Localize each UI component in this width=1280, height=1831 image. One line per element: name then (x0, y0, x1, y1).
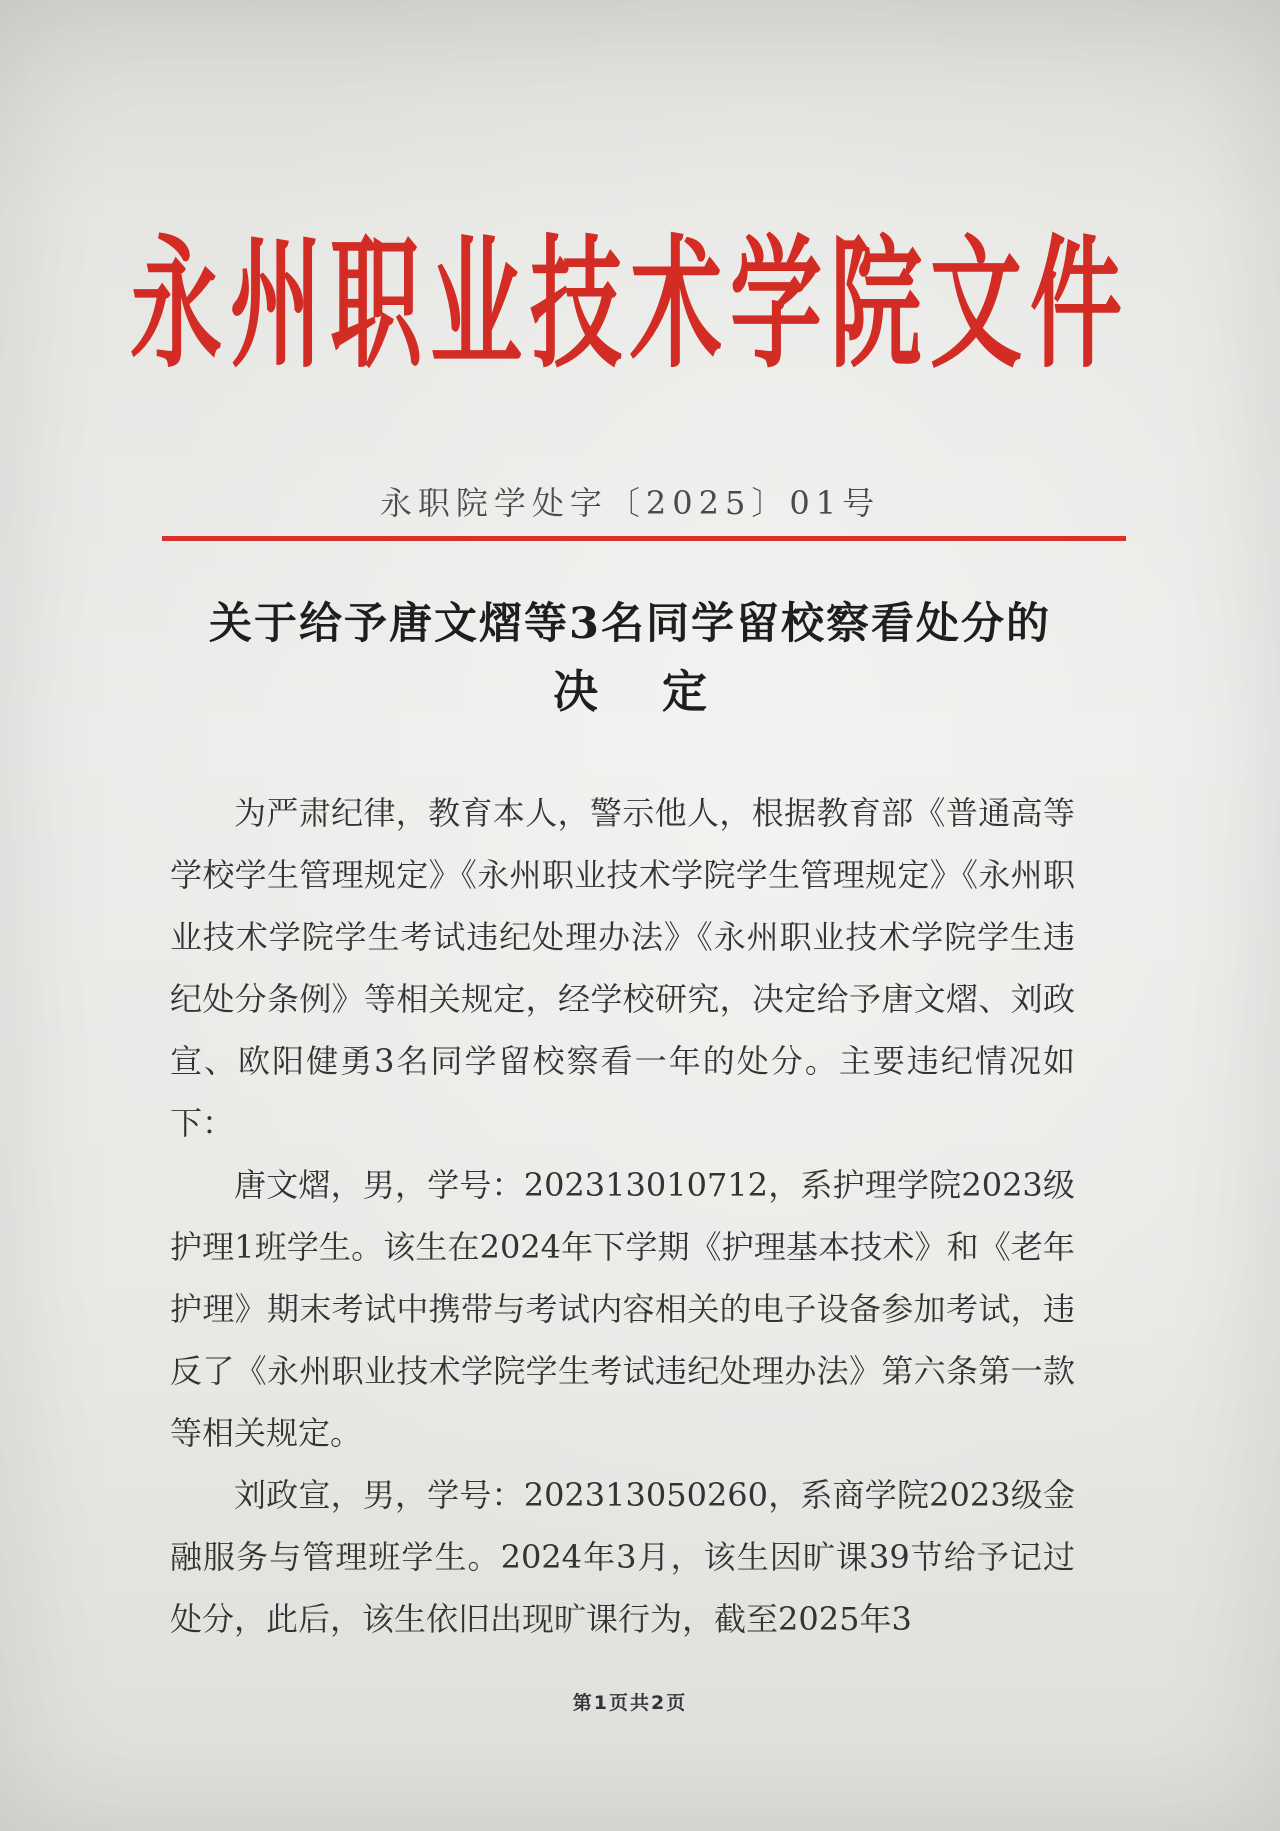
document-title-continued: 决定 (552, 665, 771, 718)
document-body (170, 782, 1075, 1650)
body-paragraph: 为严肃纪律，教育本人，警示他人，根据教育部《普通高等学校学生管理规定》《永州职业技术学院学生管理规定》《永州职业技术学院学生考试违纪处理办法》《永州职业技术学院学生违纪处分条例》等相关规定，经学校研究，决定给予唐文熠、刘政宣、欧阳健勇3名同学留校察看一年的处分。主要违纪情况如下： (170, 794, 1075, 1142)
body-paragraph: 刘政宣，男，学号：202313050260，系商学院2023级金融服务与管理班学生。2024年3月，该生因旷课39节给予记过处分，此后，该生依旧出现旷课行为，截至2025年3 (170, 1476, 1075, 1638)
document-number: 永职院学处字〔2025〕01号 (379, 484, 881, 522)
body-paragraph: 唐文熠，男，学号：202313010712，系护理学院2023级护理1班学生。该生在2024年下学期《护理基本技术》和《老年护理》期末考试中携带与考试内容相关的电子设备参加考试，违反了《永州职业技术学院学生考试违纪处理办法》第六条第一款等相关规定。 (170, 1166, 1075, 1452)
page-footer: 第1页共2页 (572, 1692, 688, 1714)
document-header: 永州职业技术学院文件 (130, 219, 1131, 388)
red-divider (162, 536, 1126, 541)
document-title: 关于给予唐文熠等3名同学留校察看处分的 (209, 599, 1051, 649)
